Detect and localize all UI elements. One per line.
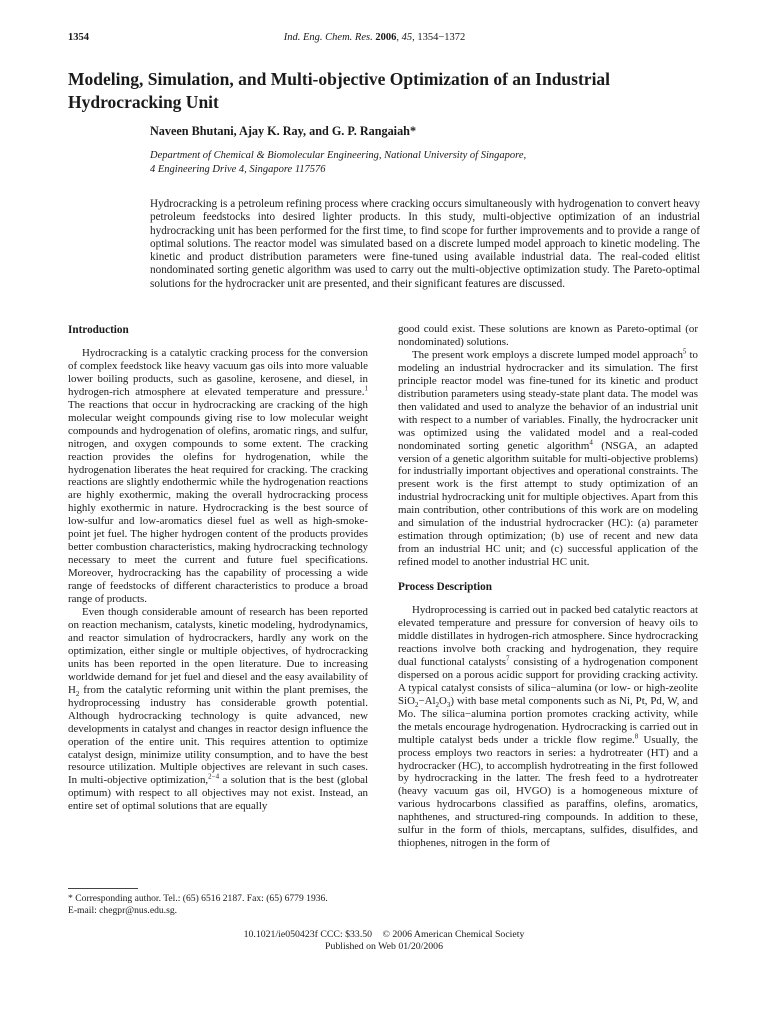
- running-header: [68, 32, 700, 43]
- author-list: Naveen Bhutani, Ajay K. Ray, and G. P. Rangaiah*: [150, 124, 417, 138]
- affiliation-line-1: Department of Chemical & Biomolecular Engineering, National University of Singapore,: [150, 150, 527, 161]
- journal-pages: 1354−1372: [417, 32, 466, 43]
- footer-line-1: [0, 929, 768, 941]
- page-number: 1354: [68, 32, 89, 43]
- journal-volume: 45: [401, 32, 413, 43]
- publication-date: Published on Web 01/20/2006: [325, 941, 443, 952]
- left-column: [68, 322, 368, 813]
- footnote-line-1: * Corresponding author. Tel.: (65) 6516 2187. Fax: (65) 6779 1936.: [68, 893, 328, 904]
- footnote-divider: [68, 888, 138, 889]
- reference-4[interactable]: 4: [589, 437, 593, 446]
- paper-title: Modeling, Simulation, and Multi-objective Optimization of an Industrial Hydrocracking Unit: [68, 69, 611, 112]
- journal-year: 2006: [375, 32, 397, 43]
- affiliation-line-2: 4 Engineering Drive 4, Singapore 117576: [150, 164, 326, 175]
- reference-1[interactable]: 1: [364, 384, 368, 393]
- journal-name: Ind. Eng. Chem. Res.: [283, 32, 373, 43]
- footnote-email[interactable]: E-mail: chegpr@nus.edu.sg.: [68, 905, 178, 916]
- corresponding-author-footnote: [68, 893, 368, 917]
- doi-link[interactable]: 10.1021/ie050423f CCC: $33.50: [243, 929, 373, 940]
- process-paragraph-1: Hydroprocessing is carried out in packed bed catalytic reactors at elevated temperature and pressure for conversion of heavy oils to middle distillates in hydrogen-rich atmosphere. Since hydrocracking reactions involve both cracking and hydrogenation, they require dual functional catalysts$^7$ consisting of a hydrogenation component dispersed on a porous acidic support for providing cracking activity. A typical catalyst consists of silica−alumina (or low- or high-zeolite $SiO_2-Al_2O_3$) with base metal components such as Ni, Pt, Pd, W, and Mo. The silica−alumina portion promotes cracking activity, while the metals encourage hydrogenation. Hydrocracking is carried out in multiple catalyst beds under a trickle flow regime.$^8$ Usually, the process employs two reactors in series: a hydrotreater (HT) and a hydrocracker (HC), to accomplish hydrotreating in the first followed by hydrocracking in the latter. The fresh feed to a hydrotreater (heavy vacuum gas oil, HVGO) is a homogeneous mixture of various hydrocarbons classified as paraffins, olefins, aromatics, naphthenes, and structured-ring compounds. In addition to these, sulfur in the form of thiols, mercaptans, sulfides, disulfides, and thiophenes, nitrogen in the form of: [398, 604, 698, 850]
- intro-paragraph-1: Hydrocracking is a catalytic cracking process for the conversion of complex feedstock like heavy vacuum gas oils into more valuable lower boiling products, such as gasoline, kerosene, and diesel, in hydrogen-rich atmosphere at elevated temperature and pressure.$^1$ The reactions that occur in hydrocracking are cracking of the high molecular weight compounds giving rise to low molecular weight compounds and hydrogenation of olefins, aromatic rings, and sulfur, nitrogen, and oxygen compounds to some extent. The cracking reaction provides the olefins for hydrogenation, while the hydrogenation liberates the heat required for cracking. The cracking reactions are slightly endothermic while the hydrogenation reactions are highly exothermic, making the overall hydrocracking process highly exothermic in nature. Hydrocracking is the best source of low-sulfur and low-aromatics diesel fuel as well as high-smoke-point jet fuel. The higher hydrogen content of the products provides better combustion characteristics, making hydrocracking technology necessary to meet the current and future fuel specifications. Moreover, hydrocracking has the capability of processing a wide range of feedstocks of different characteristics to produce a broad range of products.: [68, 346, 368, 606]
- reference-2-4[interactable]: 2−4: [208, 772, 220, 781]
- abstract: Hydrocracking is a petroleum refining process where cracking occurs simultaneously with hydrogenation to convert heavy petroleum feedstocks into desired lighter products. In this study, multi-objective optimization of an industrial hydrocracking unit has been performed for the first time, to find scope for further improvements and to provide a range of optimal solutions. The reactor model was simulated based on a discrete lumped model approach to kinetic modeling. The kinetic and product distribution parameters were fine-tuned using available industrial data. The real-coded elitist nondominated sorting genetic algorithm was used to carry out the multi-objective optimization study. The Pareto-optimal solutions for the hydrocracker unit are presented, and their significant features are discussed.: [150, 198, 700, 290]
- right-column: [398, 323, 698, 850]
- copyright-notice: © 2006 American Chemical Society: [382, 929, 525, 940]
- journal-citation: Ind. Eng. Chem. Res. 2006, 45, 1354−1372: [283, 32, 466, 43]
- reference-8[interactable]: 8: [634, 731, 639, 740]
- intro-paragraph-continued: good could exist. These solutions are known as Pareto-optimal (or nondominated) solutions.: [398, 323, 698, 348]
- reference-5[interactable]: 5: [682, 347, 687, 356]
- intro-paragraph-2: Even though considerable amount of research has been reported on reaction mechanism, catalysts, kinetic modeling, hydrodynamics, and reactor simulation of hydrocrackers, hardly any work on the optimization, either single or multiple objectives, of hydrocracking units has been reported in the open literature. Due to increasing worldwide demand for jet fuel and diesel and the easy availability of $H_2$ from the catalytic reforming unit within the plant premises, the hydroprocessing industry has considerable growth potential. Although hydrocracking technology is quite advanced, new developments in catalyst and changes in reactor design influence the operation of the entire unit. This requires attention to optimize catalyst design, minimize utility consumption, and to have the best resource utilization. Multiple objectives are relevant in such cases. In multi-objective optimization,$^{2-4}$ a solution that is the best (global optimum) with respect to all objectives may not exist. Instead, an entire set of optimal solutions that are equally: [68, 606, 369, 813]
- affiliation: [150, 149, 526, 177]
- section-heading-process-description: Process Description: [398, 581, 492, 594]
- reference-7[interactable]: 7: [506, 654, 510, 663]
- intro-paragraph-3: The present work employs a discrete lumped model approach$^5$ to modeling an industrial hydrocracker and its simulation. The first principle reactor model was fine-tuned for its kinetic and product distribution parameters using steady-state plant data. The model was then validated and used to analyze the behavior of an industrial unit with respect to a number of variables. Finally, the hydrocracker unit was optimized using the validated model and a real-coded nondominated sorting genetic algorithm$^4$ (NSGA, an adapted version of a genetic algorithm suitable for multi-objective problems) for industrially important objectives and operational constraints. The present work is the first attempt to study optimization of an industrial hydrocracking unit for multiple objectives. Apart from this main contribution, other contributions of this work are on modeling and simulation of the industrial hydrocracker (HC): (a) parameter estimation through optimization; (b) use of recent and new data from an industrial HC unit; and (c) successful application of the refined model to another industrial HC unit.: [398, 347, 698, 569]
- page-footer: [0, 929, 768, 953]
- section-heading-introduction: Introduction: [68, 324, 129, 336]
